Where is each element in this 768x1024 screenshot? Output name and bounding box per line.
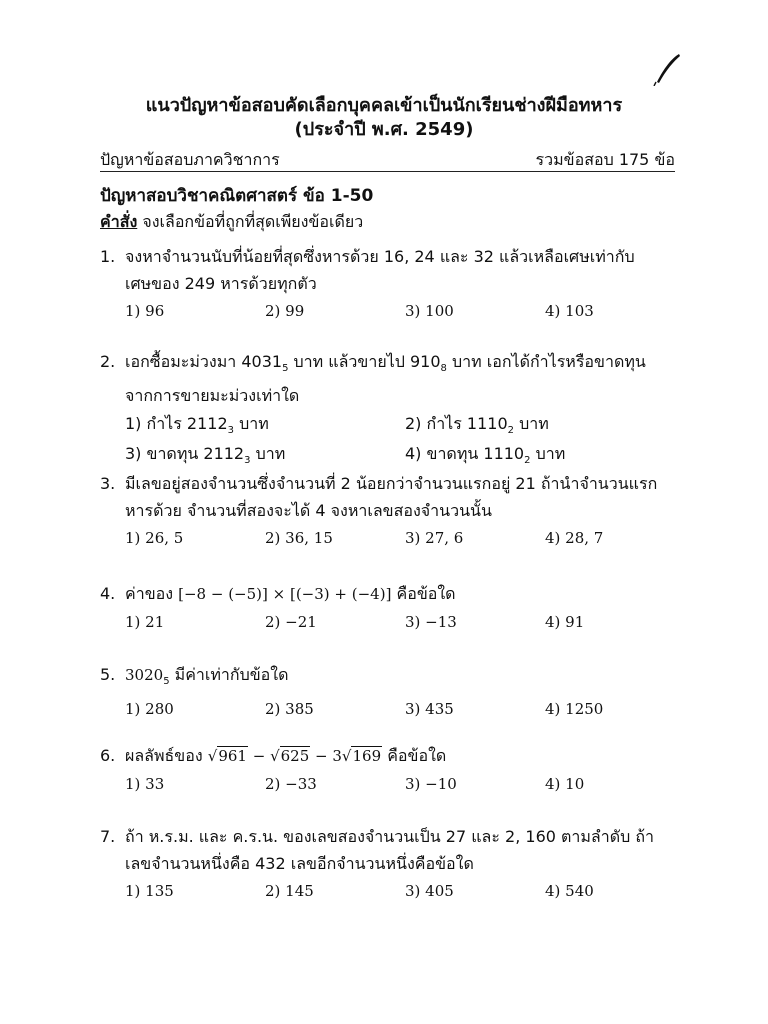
question-number: 3.: [100, 474, 116, 493]
base-subscript: 8: [440, 363, 447, 375]
choice-row: [125, 439, 680, 469]
choice-4: 4) 28, 7: [545, 529, 604, 547]
choice-2: 2) 99: [265, 302, 305, 320]
question-text-a: ผลลัพธ์ของ: [125, 746, 208, 765]
choice-4: 4) 540: [545, 882, 594, 900]
question-1: [100, 243, 680, 325]
choice-2: 2) −21: [265, 613, 317, 631]
question-4: [100, 580, 680, 636]
choice-list: [125, 524, 680, 552]
choice-1: 1) 96: [125, 302, 165, 320]
choice-row: [125, 409, 680, 439]
choice-list: [125, 297, 680, 325]
subject-category: ปัญหาข้อสอบภาควิชาการ: [100, 150, 280, 169]
question-text: เลขจำนวนหนึ่งคือ 432 เลขอีกจำนวนหนึ่งคือข้อใด: [125, 854, 474, 873]
instruction-label: คำสั่ง: [100, 212, 138, 231]
question-number-value: 3020: [125, 666, 164, 684]
choice-2: 2) −33: [265, 775, 317, 793]
choice-list: [125, 608, 680, 636]
question-text: จงหาจำนวนนับที่น้อยที่สุดซึ่งหารด้วย 16, 24 และ 32 แล้วเหลือเศษเท่ากับ: [125, 247, 635, 266]
question-7: [100, 823, 680, 905]
document-title: แนวปัญหาข้อสอบคัดเลือกบุคคลเข้าเป็นนักเรียนช่างฝีมือทหาร: [145, 95, 623, 116]
question-text-c: บาท เอกได้กำไรหรือขาดทุน: [446, 352, 646, 371]
header-divider: [100, 171, 675, 172]
choice-4: 4) 10: [545, 775, 585, 793]
question-text: หารด้วย จำนวนที่สองจะได้ 4 จงหาเลขสองจำนวนนั้น: [125, 501, 492, 520]
choice-list: [125, 695, 680, 723]
quill-pen-icon: [652, 52, 682, 86]
question-text-b: คือข้อใด: [382, 746, 447, 765]
question-number: 4.: [100, 584, 116, 603]
choice-2: 2) 385: [265, 700, 314, 719]
question-text: จากการขายมะม่วงเท่าใด: [125, 386, 300, 406]
choice-1: 1) 33: [125, 775, 165, 793]
choice-3: 3) 435: [405, 700, 454, 719]
choice-list: [125, 877, 680, 905]
question-text-b: คือข้อใด: [391, 584, 456, 603]
square-root: √625: [270, 747, 310, 765]
choice-1: 1) 26, 5: [125, 529, 184, 547]
instruction: [100, 210, 363, 235]
question-text: เศษของ 249 หารด้วยทุกตัว: [125, 274, 317, 293]
document-year: (ประจำปี พ.ศ. 2549): [294, 119, 474, 140]
instruction-text: จงเลือกข้อที่ถูกที่สุดเพียงข้อเดียว: [137, 212, 364, 231]
choice-4: 4) 103: [545, 302, 594, 320]
math-expression: [−8 − (−5)] × [(−3) + (−4)]: [178, 585, 392, 603]
choice-3: 3) 405: [405, 882, 454, 900]
choice-1: 1) 135: [125, 882, 174, 900]
question-number: 7.: [100, 827, 116, 846]
choice-1: 1) กำไร $2112_3$ บาท: [125, 414, 269, 437]
square-root: √169: [341, 747, 382, 765]
choice-3: 3) ขาดทุน $2112_3$ บาท: [125, 444, 286, 467]
choice-4: 4) ขาดทุน $1110_2$ บาท: [405, 444, 566, 467]
question-number: 1.: [100, 247, 116, 266]
question-text: มีเลขอยู่สองจำนวนซึ่งจำนวนที่ 2 น้อยกว่าจำนวนแรกอยู่ 21 ถ้านำจำนวนแรก: [125, 474, 658, 493]
question-text-a: เอกซื้อมะม่วงมา 4031: [125, 352, 283, 371]
question-number: 5.: [100, 665, 116, 684]
question-6: 6. ผลลัพธ์ของ √961 − √625 − 3√169 คือข้อใด 1) 33 2) −33 3) −10 4) 10: [100, 742, 680, 798]
choice-4: 4) 91: [545, 613, 585, 631]
section-title: ปัญหาสอบวิชาคณิตศาสตร์ ข้อ 1-50: [100, 186, 374, 206]
choice-3: 3) 100: [405, 302, 454, 320]
choice-1: 1) 280: [125, 700, 174, 719]
question-5: [100, 661, 680, 723]
choice-2: 2) 36, 15: [265, 529, 333, 547]
choice-4: 4) 1250: [545, 700, 604, 719]
choice-3: 3) 27, 6: [405, 529, 464, 547]
question-text: ถ้า ห.ร.ม. และ ค.ร.น. ของเลขสองจำนวนเป็น 27 และ 2, 160 ตามลำดับ ถ้า: [125, 827, 655, 846]
question-text: มีค่าเท่ากับข้อใด: [169, 665, 289, 684]
question-number: 6.: [100, 746, 116, 765]
question-text-a: ค่าของ: [125, 584, 179, 603]
choice-3: 3) −10: [405, 775, 457, 793]
question-text-b: บาท แล้วขายไป 910: [288, 352, 441, 371]
subheader: [100, 148, 675, 173]
question-3: [100, 470, 680, 552]
question-2: [100, 348, 680, 469]
base-subscript: 5: [163, 676, 170, 688]
square-root: √961: [207, 747, 247, 765]
question-number: 2.: [100, 352, 116, 371]
choice-2: 2) กำไร $1110_2$ บาท: [405, 414, 549, 437]
choice-1: 1) 21: [125, 613, 165, 631]
total-questions: รวมข้อสอบ 175 ข้อ: [535, 150, 675, 169]
choice-3: 3) −13: [405, 613, 457, 631]
choice-2: 2) 145: [265, 882, 314, 900]
base-subscript: 5: [282, 363, 289, 375]
choice-list: [125, 770, 680, 798]
